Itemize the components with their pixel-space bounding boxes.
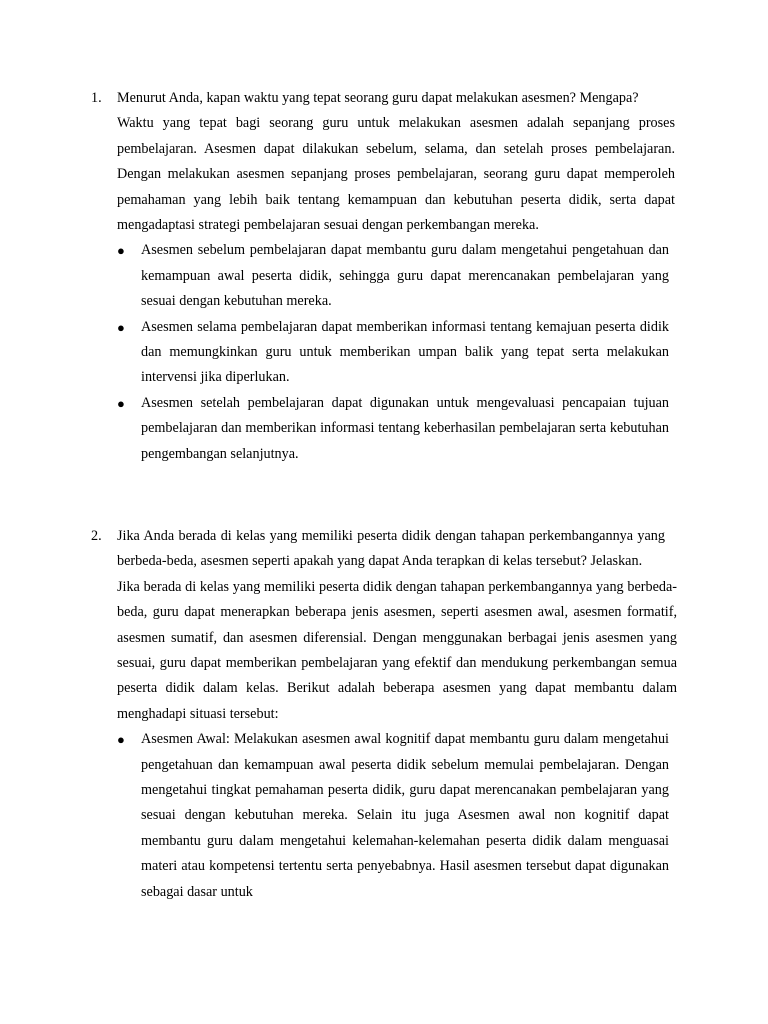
bullet-icon: ● [117,732,125,748]
answer-paragraph: Waktu yang tepat bagi seorang guru untuk melakukan asesmen adalah sepanjang proses pembelajaran. Asesmen dapat dilakukan sebelum, selama, dan setelah proses pembelajaran. Dengan melakukan asesmen sepanjang proses pembelajaran, seorang guru dapat memperoleh pemahaman yang lebih baik tentang kemampuan dan kebutuhan peserta didik, serta dapat mengadaptasi strategi pembelajaran sesuai dengan perkembangan mereka. [117,115,675,234]
bullet-icon: ● [117,243,125,259]
bullet-list [117,238,669,467]
list-item: ● Asesmen Awal: Melakukan asesmen awal kognitif dapat membantu guru dalam mengetahui pengetahuan dan kemampuan awal peserta didik sebelum memulai pembelajaran. Dengan mengetahui tingkat pemahaman peserta didik, guru dapat merencanakan pembelajaran yang sesuai dengan kebutuhan mereka. Selain itu juga Asesmen awal non kognitif dapat membantu guru dalam mengetahui kelemahan-kelemahan peserta didik dalam menguasai materi atau kompetensi tertentu serta penyebabnya. Hasil asesmen tersebut dapat digunakan sebagai dasar untuk [117,727,669,905]
question-number: 2. [91,528,102,544]
list-item: ● Asesmen sebelum pembelajaran dapat membantu guru dalam mengetahui pengetahuan dan kemampuan awal peserta didik, sehingga guru dapat merencanakan pembelajaran yang sesuai dengan kebutuhan mereka. [117,238,669,314]
bullet-icon: ● [117,395,125,411]
bullet-list [117,727,669,905]
question-number: 1. [91,90,102,106]
question-1 [91,86,675,467]
question-2 [91,524,677,905]
list-item: ● Asesmen selama pembelajaran dapat memberikan informasi tentang kemajuan peserta didik dan memungkinkan guru untuk memberikan umpan balik yang tepat serta melakukan intervensi jika diperlukan. [117,315,669,391]
bullet-icon: ● [117,319,125,335]
answer-paragraph: Jika berada di kelas yang memiliki peserta didik dengan tahapan perkembangannya yang berbeda-beda, guru dapat menerapkan beberapa jenis asesmen, seperti asesmen awal, asesmen formatif, asesmen sumatif, dan asesmen diferensial. Dengan menggunakan berbagai jenis asesmen yang sesuai, guru dapat memberikan pembelajaran yang efektif dan mendukung perkembangan semua peserta didik dalam kelas. Berikut adalah beberapa asesmen yang dapat membantu dalam menghadapi situasi tersebut: [117,578,677,722]
list-item: ● Asesmen setelah pembelajaran dapat digunakan untuk mengevaluasi pencapaian tujuan pembelajaran dan memberikan informasi tentang keberhasilan pembelajaran serta kebutuhan pengembangan selanjutnya. [117,391,669,467]
question-text: Jika Anda berada di kelas yang memiliki peserta didik dengan tahapan perkembangannya yang berbeda-beda, asesmen seperti apakah yang dapat Anda terapkan di kelas tersebut? Jelaskan. [117,528,665,570]
question-text: Menurut Anda, kapan waktu yang tepat seorang guru dapat melakukan asesmen? Mengapa? [117,90,639,106]
